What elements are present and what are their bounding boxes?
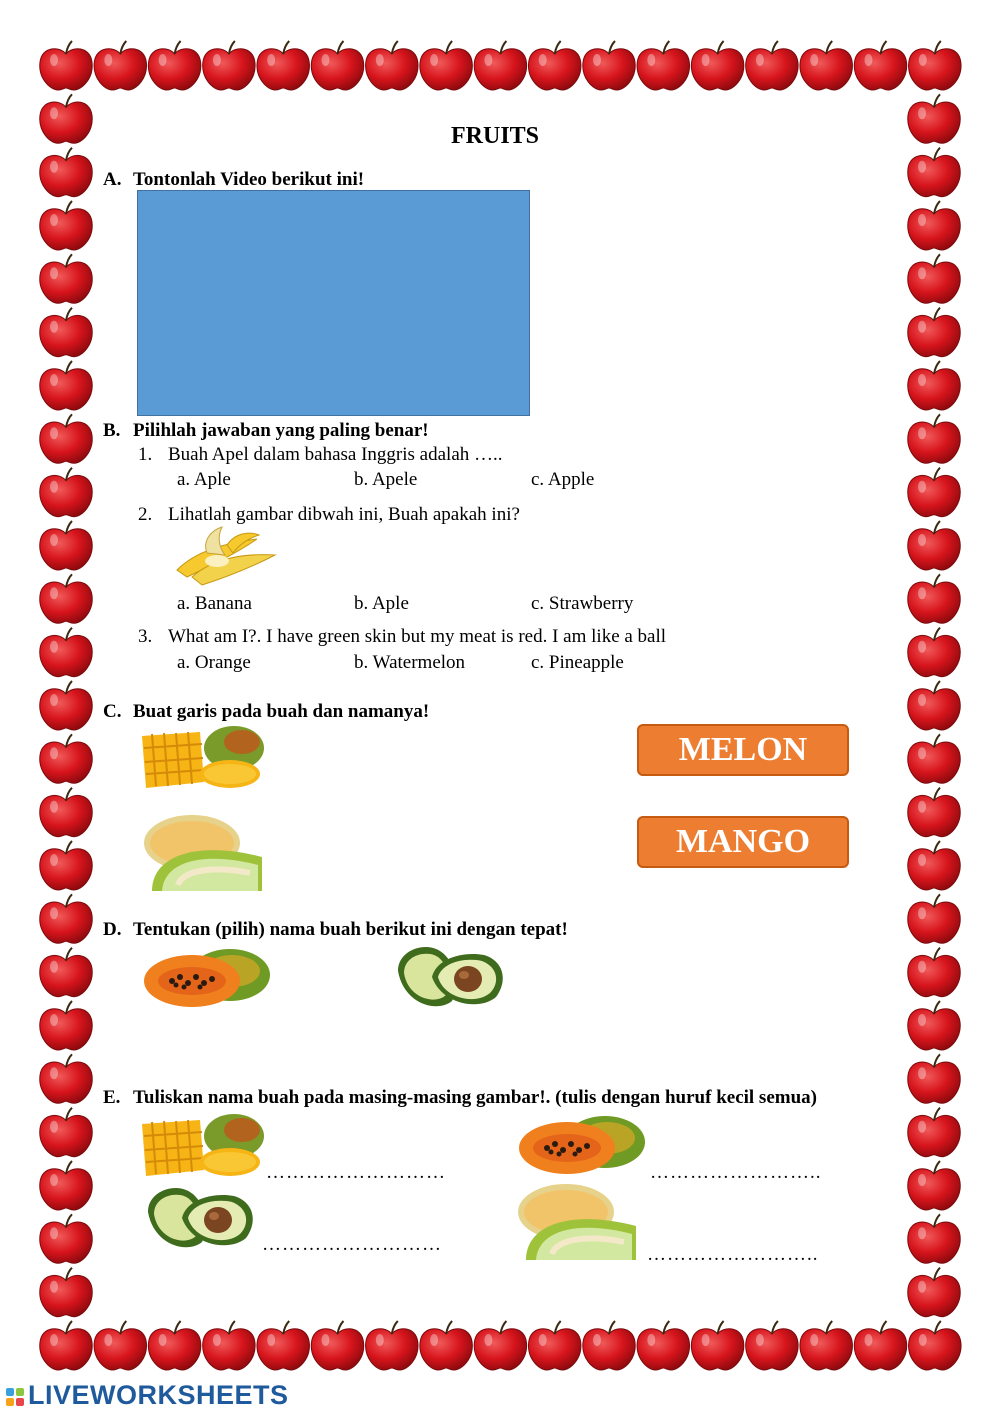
question-2-text: Lihatlah gambar dibwah ini, Buah apakah ini? (168, 504, 520, 525)
q2-option-c[interactable]: c. Strawberry (531, 593, 634, 614)
q3-option-a[interactable]: a. Orange (177, 652, 251, 673)
apple-border-icon (40, 681, 92, 730)
section-a-heading (103, 169, 364, 191)
apple-border-icon (366, 1321, 418, 1370)
apple-border-icon (908, 574, 960, 623)
apple-border-icon (40, 361, 92, 410)
melon-image-e (516, 1182, 642, 1260)
apple-border-icon (40, 1161, 92, 1210)
apple-border-icon (366, 41, 418, 90)
section-e-letter: E. (103, 1087, 121, 1108)
question-3-number: 3. (138, 626, 153, 647)
section-c-text: Buat garis pada buah dan namanya! (133, 701, 430, 722)
apple-border-icon (40, 628, 92, 677)
question-1-number: 1. (138, 444, 153, 465)
apple-border-icon (40, 1214, 92, 1263)
apple-border-icon (908, 1161, 960, 1210)
apple-border-icon (854, 41, 906, 90)
apple-border-icon (908, 148, 960, 197)
apple-border-icon (908, 414, 960, 463)
apple-border-icon (94, 1321, 146, 1370)
banana-image (167, 525, 285, 591)
apple-border-icon (908, 948, 960, 997)
apple-border-icon (637, 1321, 689, 1370)
q3-option-c[interactable]: c. Pineapple (531, 652, 624, 673)
apple-border-icon (908, 734, 960, 783)
section-c-letter: C. (103, 701, 122, 722)
question-3-text: What am I?. I have green skin but my meat is red. I am like a ball (168, 626, 667, 647)
mango-image-e (142, 1110, 264, 1178)
answer-blank-2[interactable]: …………………….. (650, 1162, 822, 1183)
apple-border-icon (40, 94, 92, 143)
apple-border-icon (40, 414, 92, 463)
apple-border-icon (908, 1268, 960, 1317)
apple-border-icon (908, 788, 960, 837)
section-a-letter: A. (103, 169, 122, 190)
apple-border-icon (40, 1054, 92, 1103)
apple-border-icon (691, 41, 743, 90)
apple-border-icon (40, 1108, 92, 1157)
apple-border-icon (908, 628, 960, 677)
avocado-image-e (142, 1182, 258, 1250)
question-2 (138, 504, 520, 526)
mango-button[interactable]: MANGO (637, 816, 849, 868)
apple-border-icon (908, 94, 960, 143)
apple-border-icon (474, 41, 526, 90)
apple-border-icon (40, 734, 92, 783)
section-e-heading (103, 1087, 817, 1109)
papaya-image-e (516, 1108, 646, 1178)
apple-border-icon (908, 254, 960, 303)
section-d-text: Tentukan (pilih) nama buah berikut ini dengan tepat! (133, 919, 568, 940)
apple-border-icon (311, 1321, 363, 1370)
question-2-number: 2. (138, 504, 153, 525)
apple-border-icon (908, 521, 960, 570)
apple-border-icon (40, 841, 92, 890)
apple-border-icon (474, 1321, 526, 1370)
answer-blank-1[interactable]: ……………………… (266, 1162, 446, 1183)
apple-border-icon (908, 1001, 960, 1050)
apple-border-icon (40, 148, 92, 197)
apple-border-icon (40, 201, 92, 250)
apple-border-icon (583, 41, 635, 90)
question-1-text: Buah Apel dalam bahasa Inggris adalah ….. (168, 444, 503, 465)
liveworksheets-logo-icon (6, 1388, 24, 1406)
melon-button[interactable]: MELON (637, 724, 849, 776)
apple-border-icon (40, 521, 92, 570)
answer-blank-4[interactable]: …………………….. (647, 1244, 819, 1265)
apple-border-icon (203, 1321, 255, 1370)
apple-border-icon (583, 1321, 635, 1370)
apple-border-icon (40, 254, 92, 303)
apple-border-icon (40, 41, 92, 90)
apple-border-icon (148, 41, 200, 90)
apple-border-icon (40, 1268, 92, 1317)
avocado-image[interactable] (392, 941, 508, 1009)
apple-border-icon (40, 308, 92, 357)
apple-border-icon (257, 1321, 309, 1370)
apple-border-icon (691, 1321, 743, 1370)
apple-border-icon (908, 1108, 960, 1157)
apple-border-icon (40, 788, 92, 837)
apple-border-icon (40, 1001, 92, 1050)
apple-border-icon (420, 41, 472, 90)
apple-border-icon (909, 1321, 961, 1370)
apple-border-icon (203, 41, 255, 90)
page-title: FRUITS (451, 123, 540, 149)
apple-border-icon (40, 894, 92, 943)
apple-border-icon (746, 41, 798, 90)
q1-option-b[interactable]: b. Apele (354, 469, 418, 490)
apple-border-icon (908, 894, 960, 943)
apple-border-icon (800, 41, 852, 90)
logo-text: LIVEWORKSHEETS (28, 1380, 289, 1410)
q2-option-b[interactable]: b. Aple (354, 593, 409, 614)
apple-border-icon (94, 41, 146, 90)
apple-border-icon (908, 361, 960, 410)
apple-border-icon (528, 41, 580, 90)
apple-border-icon (528, 1321, 580, 1370)
apple-border-icon (908, 681, 960, 730)
apple-border-icon (637, 41, 689, 90)
apple-border-icon (420, 1321, 472, 1370)
apple-border-icon (908, 308, 960, 357)
section-a-text: Tontonlah Video berikut ini! (133, 169, 365, 190)
apple-border-icon (257, 41, 309, 90)
section-d-heading (103, 919, 568, 941)
apple-border-icon (908, 201, 960, 250)
apple-border-icon (908, 1054, 960, 1103)
q1-option-c[interactable]: c. Apple (531, 469, 595, 490)
section-b-heading (103, 420, 429, 442)
section-e-text: Tuliskan nama buah pada masing-masing gambar!. (tulis dengan huruf kecil semua) (133, 1087, 817, 1108)
apple-border-icon (40, 468, 92, 517)
mango-image[interactable] (142, 722, 264, 790)
apple-border-icon (40, 948, 92, 997)
papaya-image[interactable] (142, 941, 270, 1011)
section-b-letter: B. (103, 420, 121, 441)
apple-border-icon (40, 574, 92, 623)
apple-border-icon (148, 1321, 200, 1370)
question-3 (138, 626, 666, 648)
video-player[interactable] (137, 190, 530, 416)
section-d-letter: D. (103, 919, 122, 940)
question-1 (138, 444, 503, 466)
apple-border-icon (908, 1214, 960, 1263)
apple-border-icon (854, 1321, 906, 1370)
apple-border-icon (800, 1321, 852, 1370)
answer-blank-3[interactable]: ……………………… (262, 1234, 442, 1255)
q1-option-a[interactable]: a. Aple (177, 469, 231, 490)
apple-border-icon (908, 468, 960, 517)
section-b-text: Pilihlah jawaban yang paling benar! (133, 420, 429, 441)
apple-border-icon (40, 1321, 92, 1370)
q3-option-b[interactable]: b. Watermelon (354, 652, 466, 673)
apple-border-icon (908, 841, 960, 890)
apple-border-icon (909, 41, 961, 90)
apple-border-icon (311, 41, 363, 90)
liveworksheets-logo (6, 1380, 289, 1411)
melon-image[interactable] (142, 813, 268, 891)
section-c-heading (103, 701, 429, 723)
q2-option-a[interactable]: a. Banana (177, 593, 252, 614)
apple-border-icon (746, 1321, 798, 1370)
